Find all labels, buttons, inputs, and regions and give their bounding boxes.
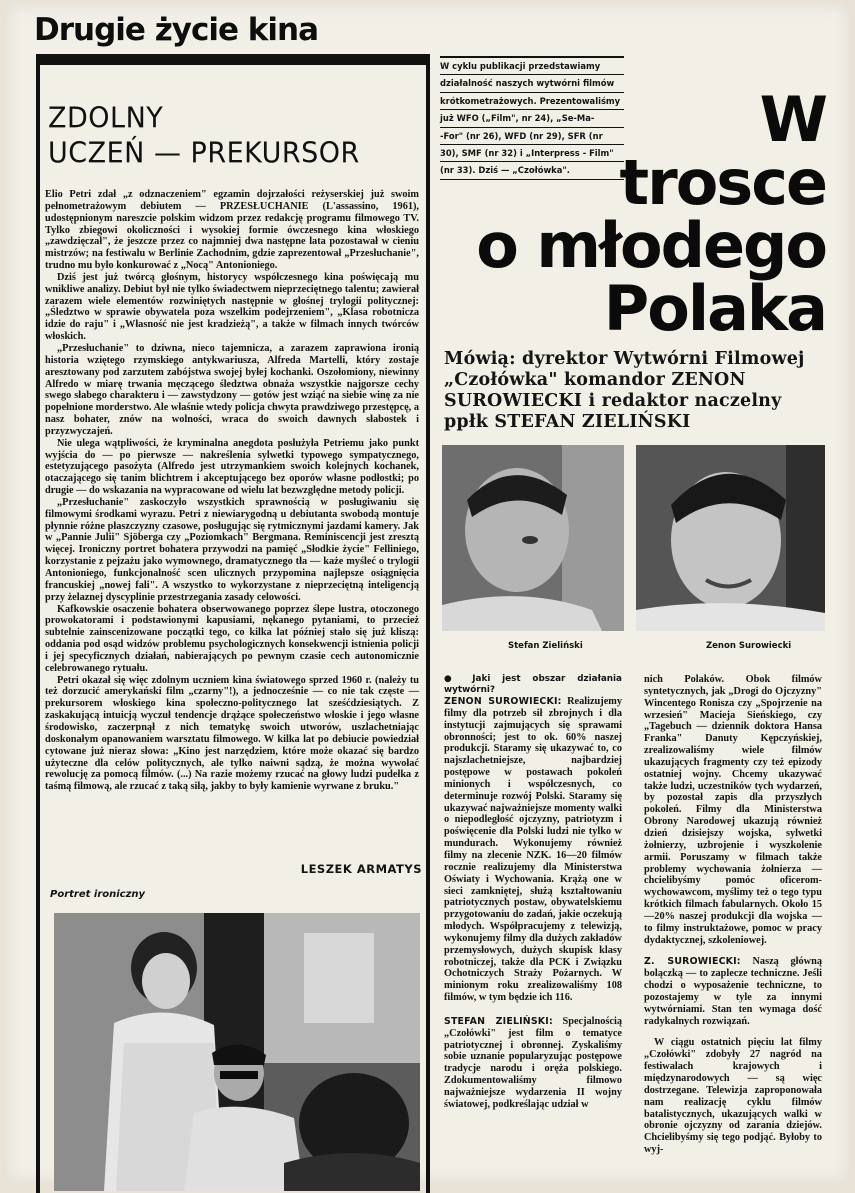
title-line: trosce [619, 146, 826, 219]
bullet-icon: ● [444, 674, 473, 684]
paragraph: „Przesłuchanie" to dziwna, nieco tajemnicza, a zarazem zaprawiona ironią historia wziętego rzymskiego antykwariusza, Alfreda Martelli, który zostaje aresztowany pod zarzutem zabójstwa swojej byłej kochanki. Oszołomiony, niewinny Alfredo w miarę trwania męczącego śledztwa obnaża wszystkie najgorsze cechy swego słabego charakteru i — zawstydzony — gotów jest wziąć na siebie winę za nie popełnione morderstwo. Ale właśnie wtedy policja chwyta prawdziwego przestępcę, a nasz bohater, znów na wolności, wraca do swoich dawnych słabostek i przyzwyczajeń. [45, 342, 419, 437]
paragraph: Kafkowskie osaczenie bohatera obserwowanego poprzez ślepe lustra, otoczonego prowokatorami i podstawionymi kapusiami, nękanego pytaniami, to przecież subtelnie zainscenizowane początki tego, co kilka lat później stało się już kliszą: oddania pod osąd widzów problemu psychologicznych konsekwencji istnienia policji i jej specyficznych działań, nabierających po pewnym czasie cech autonomicznie celebrowanego rytuału. [45, 603, 419, 674]
paragraph: „Przesłuchanie" zaskoczyło wszystkich sprawnością w posługiwaniu się filmowymi środkami wyrazu. Petri z niewiarygodną u debiutanta swobodą montuje płynnie różne płaszczyzny czasowe, posługując się rytmicznymi jazdami kamery. Jak w „Pannie Julii" Sjöberga czy „Poziomkach" Bergmana. Reminiscencji jest zresztą więcej. Ironiczny portret bohatera przywodzi na pamięć „Słodkie życie" Felliniego, korzystanie z pejzażu jako wymownego, dramatycznego tła — każe myśleć o trylogii Antonioniego, funkcjonalność scen ulicznych przypomina najlepsze osiągnięcia francuskiej „nowej fali". A wszystko to wykorzystane z nieprzeciętną inteligencją przy żelaznej dyscyplinie przestrzegania zasady celowości. [45, 496, 419, 603]
answer-text: Naszą główną bolączką — to zaplecze techniczne. Jeśli chodzi o wyposażenie techniczne, to pozostajemy w tyle za innymi wytwórniami. Stan ten wymaga dość radykalnych rozwiązań. [644, 956, 822, 1027]
paragraph: Dziś jest już twórcą głośnym, historycy współczesnego kina poświęcają mu wnikliwe analizy. Debiut był nie tylko świadectwem nieprzeciętnego talentu; zawierał zarazem wiele elementów rozwiniętych następnie w głośnej trylogii politycznej: „Śledztwo w sprawie obywatela poza wszelkim podejrzeniem", „Klasa robotnicza idzie do raju" i „Własność nie jest kradzieżą", a także w filmach innych twórców włoskich. [45, 271, 419, 343]
title-line: o młodego [476, 209, 826, 282]
speaker-name: STEFAN ZIELIŃSKI: [444, 1015, 553, 1027]
portrait-image [442, 445, 624, 631]
answer-text: Realizujemy filmy dla potrzeb sił zbrojnych i dla instytucji zajmujących się sprawami obronności; jest to ok. 60% naszej produkcji. Staramy się ukazywać to, co najszlachetniejsze, najbardziej postępowe w postawach pokoleń minionych i współczesnych, co determinuje rozwój Polski. Staramy się ukazywać najważniejsze momenty walki o niepodległość ojczyzny, patriotyzm i poświęcenie dla Polski ludzi nie tylko w mundurach. Wykonujemy również filmy na zlecenie NZK. 16—20 filmów rocznie realizujemy dla Ministerstwa Oświaty i Wychowania. Krążą one w sieci zamkniętej, służą kształtowaniu patriotycznych postaw, obywatelskiemu przygotowaniu do zadań, jakie oczekują młodych. Współpracujemy z telewizją, wykonujemy filmy dla dużych zakładów przemysłowych, dużych skupisk klasy robotniczej, także dla PCK i Związku Ochotniczych Straży Pożarnych. W minionym roku zrealizowaliśmy 108 filmów, w tym będzie ich 116. [444, 696, 622, 1004]
answer-text: Specjalnością „Czołówki" jest film o tematyce patriotycznej i obronnej. Zyskaliśmy sobie uznanie popularyzując postępowe tradycje narodu i oręża polskiego. Zdokumentowaliśmy filmowo najważniejsze wydarzenia II wojny światowej, podkreślając udział w [444, 1015, 622, 1110]
intro-line: działalność naszych wytwórni filmów [440, 75, 624, 92]
author-byline: LESZEK ARMATYS [300, 862, 422, 876]
answer-paragraph: W ciągu ostatnich pięciu lat filmy „Czołówki" zdobyły 27 nagród na festiwalach krajowych i międzynarodowych — są więc dostrzegane. Telewizja zaproponowała nam realizację cyklu filmów batalistycznych, ukazujących walki w obronie ojczyzny od zarania dziejów. Chcielibyśmy się tego podjąć. Byłoby to wyj- [644, 1037, 822, 1156]
title-line: W [759, 83, 826, 156]
answer-paragraph: nich Polaków. Obok filmów syntetycznych, jak „Drogi do Ojczyzny" Wincentego Ronisza czy „Spojrzenie na wrzesień" Macieja Sieńskiego, czy „Tagebuch — dziennik doktora Hansa Franka" Danuty Kępczyńskiej, zrealizowaliśmy wiele filmów ukazujących fragmenty czy też epizody ostatniej wojny. Chcemy ukazywać także ludzi, uczestników tych wydarzeń, by pozostał zapis dla przyszłych pokoleń. Filmy dla Ministerstwa Obrony Narodowej ukazują również dzień dzisiejszy wojska, sylwetki żołnierzy, uzbrojenie i wyszkolenie armii. Poruszamy w filmach także problemy wychowania żołnierza — chcielibyśmy pomóc oficerom-wychowawcom, myślimy też o tego typu krótkich filmach fabularnych. Około 15—20% naszej produkcji dla wojska — to filmy instruktażowe, pomoc w pracy dydaktycznej, szkoleniowej. [644, 674, 822, 946]
intro-line: już WFO („Film", nr 24), „Se-Ma- [440, 110, 624, 127]
right-article-subhead: Mówią: dyrektor Wytwórni Filmowej „Czołówka" komandor ZENON SUROWIECKI i redaktor naczelny ppłk STEFAN ZIELIŃSKI [444, 349, 805, 432]
answer-paragraph [444, 696, 622, 1004]
left-article [36, 54, 430, 1193]
speaker-name: ZENON SUROWIECKI: [444, 696, 562, 707]
portrait-photo-surowiecki [636, 445, 825, 631]
speaker-name: Z. SUROWIECKI: [644, 956, 741, 968]
interview-question [444, 674, 622, 696]
intro-line: W cyklu publikacji przedstawiamy [440, 58, 624, 75]
question-text: Jaki jest obszar działania wytwórni? [444, 674, 622, 695]
film-still-image [54, 913, 420, 1191]
left-article-body [45, 189, 419, 793]
intro-line: (nr 33). Dziś — „Czołówka". [440, 162, 624, 179]
paragraph: Elio Petri zdał „z odznaczeniem" egzamin dojrzałości reżyserskiej już swoim pełnometrażowym debiutem — PRZESŁUCHANIE (L'assassino, 1961), udostępnionym nareszcie polskim widzom przez redakcję programu filmowego TV. Tylko zbiegowi okoliczności i wysokiej formie ówczesnego kina włoskiego „zawdzięczał", że jeszcze przez co najmniej dwa następne lata pozostawał w cieniu mistrzów; na festiwalu w Berlinie Zachodnim, gdzie zaprezentował „Przesłuchanie", trudno mu było konkurować z „Nocą" Antonioniego. [45, 189, 419, 272]
photo-caption: Zenon Surowiecki [706, 641, 792, 651]
title-line-2: UCZEŃ — PREKURSOR [48, 137, 360, 170]
portrait-photo-zielinski [442, 445, 624, 631]
interview-column-1 [444, 674, 622, 1111]
section-title: Drugie życie kina [34, 12, 319, 48]
intro-line: 30), SMF (nr 32) i „Interpress - Film" [440, 145, 624, 162]
photo-caption: Stefan Zieliński [508, 641, 583, 651]
paragraph: Nie ulega wątpliwości, że kryminalna anegdota posłużyła Petriemu jako punkt wyjścia do — po pierwsze — nakreślenia sylwetki typowego sympatycznego, estetyzującego pasożyta (Alfredo jest utrzymankiem swoich kolejnych kochanek, otaczającego się tanim blichtrem i akceptującego bez oporów własne podłostki; po drugie — do wskazania na wypracowane od wielu lat bezwzględne metody policji. [45, 437, 419, 497]
answer-paragraph [644, 956, 822, 1027]
paragraph: Petri okazał się więc zdolnym uczniem kina światowego sprzed 1960 r. (należy tu też dorzucić amerykański film „czarny"!), a jednocześnie — co nie tak częste — prekursorem włoskiego kina społeczno-politycznego lat sześćdziesiątych. Z zaskakującą intuicją wyczuł tendencje drążące społeczeństwo włoskie i jego własne środowisko, zaczerpnął z nich tematykę swoich utworów, uszlachetniając doskonałym opanowaniem warsztatu filmowego. W kilka lat po debiucie powiedział cytowane już nieraz słowa: „Kino jest narzędziem, które może okazać się bardzo użyteczne dla celów politycznych, ale tylko naiwni sądzą, że można wywołać rewolucję za pomocą filmów. (...) Na razie możemy rzucać na głowy ludzi pudełka z taśmą filmową, ale rzucać z taką siłą, jakby to były kamienie wyrwane z bruku." [45, 674, 419, 793]
intro-line: krótkometrażowych. Prezentowaliśmy [440, 93, 624, 110]
title-line-1: ZDOLNY [48, 102, 164, 135]
photo-caption: Portret ironiczny [50, 889, 146, 900]
title-line: Polaka [603, 272, 826, 345]
intro-line: -For" (nr 26), WFD (nr 29), SFR (nr [440, 128, 624, 145]
film-still-photo [54, 913, 420, 1191]
magazine-page [6, 4, 849, 1182]
interview-column-2 [644, 674, 822, 1156]
answer-paragraph [444, 1016, 622, 1111]
portrait-image [636, 445, 825, 631]
left-article-title [48, 101, 418, 170]
